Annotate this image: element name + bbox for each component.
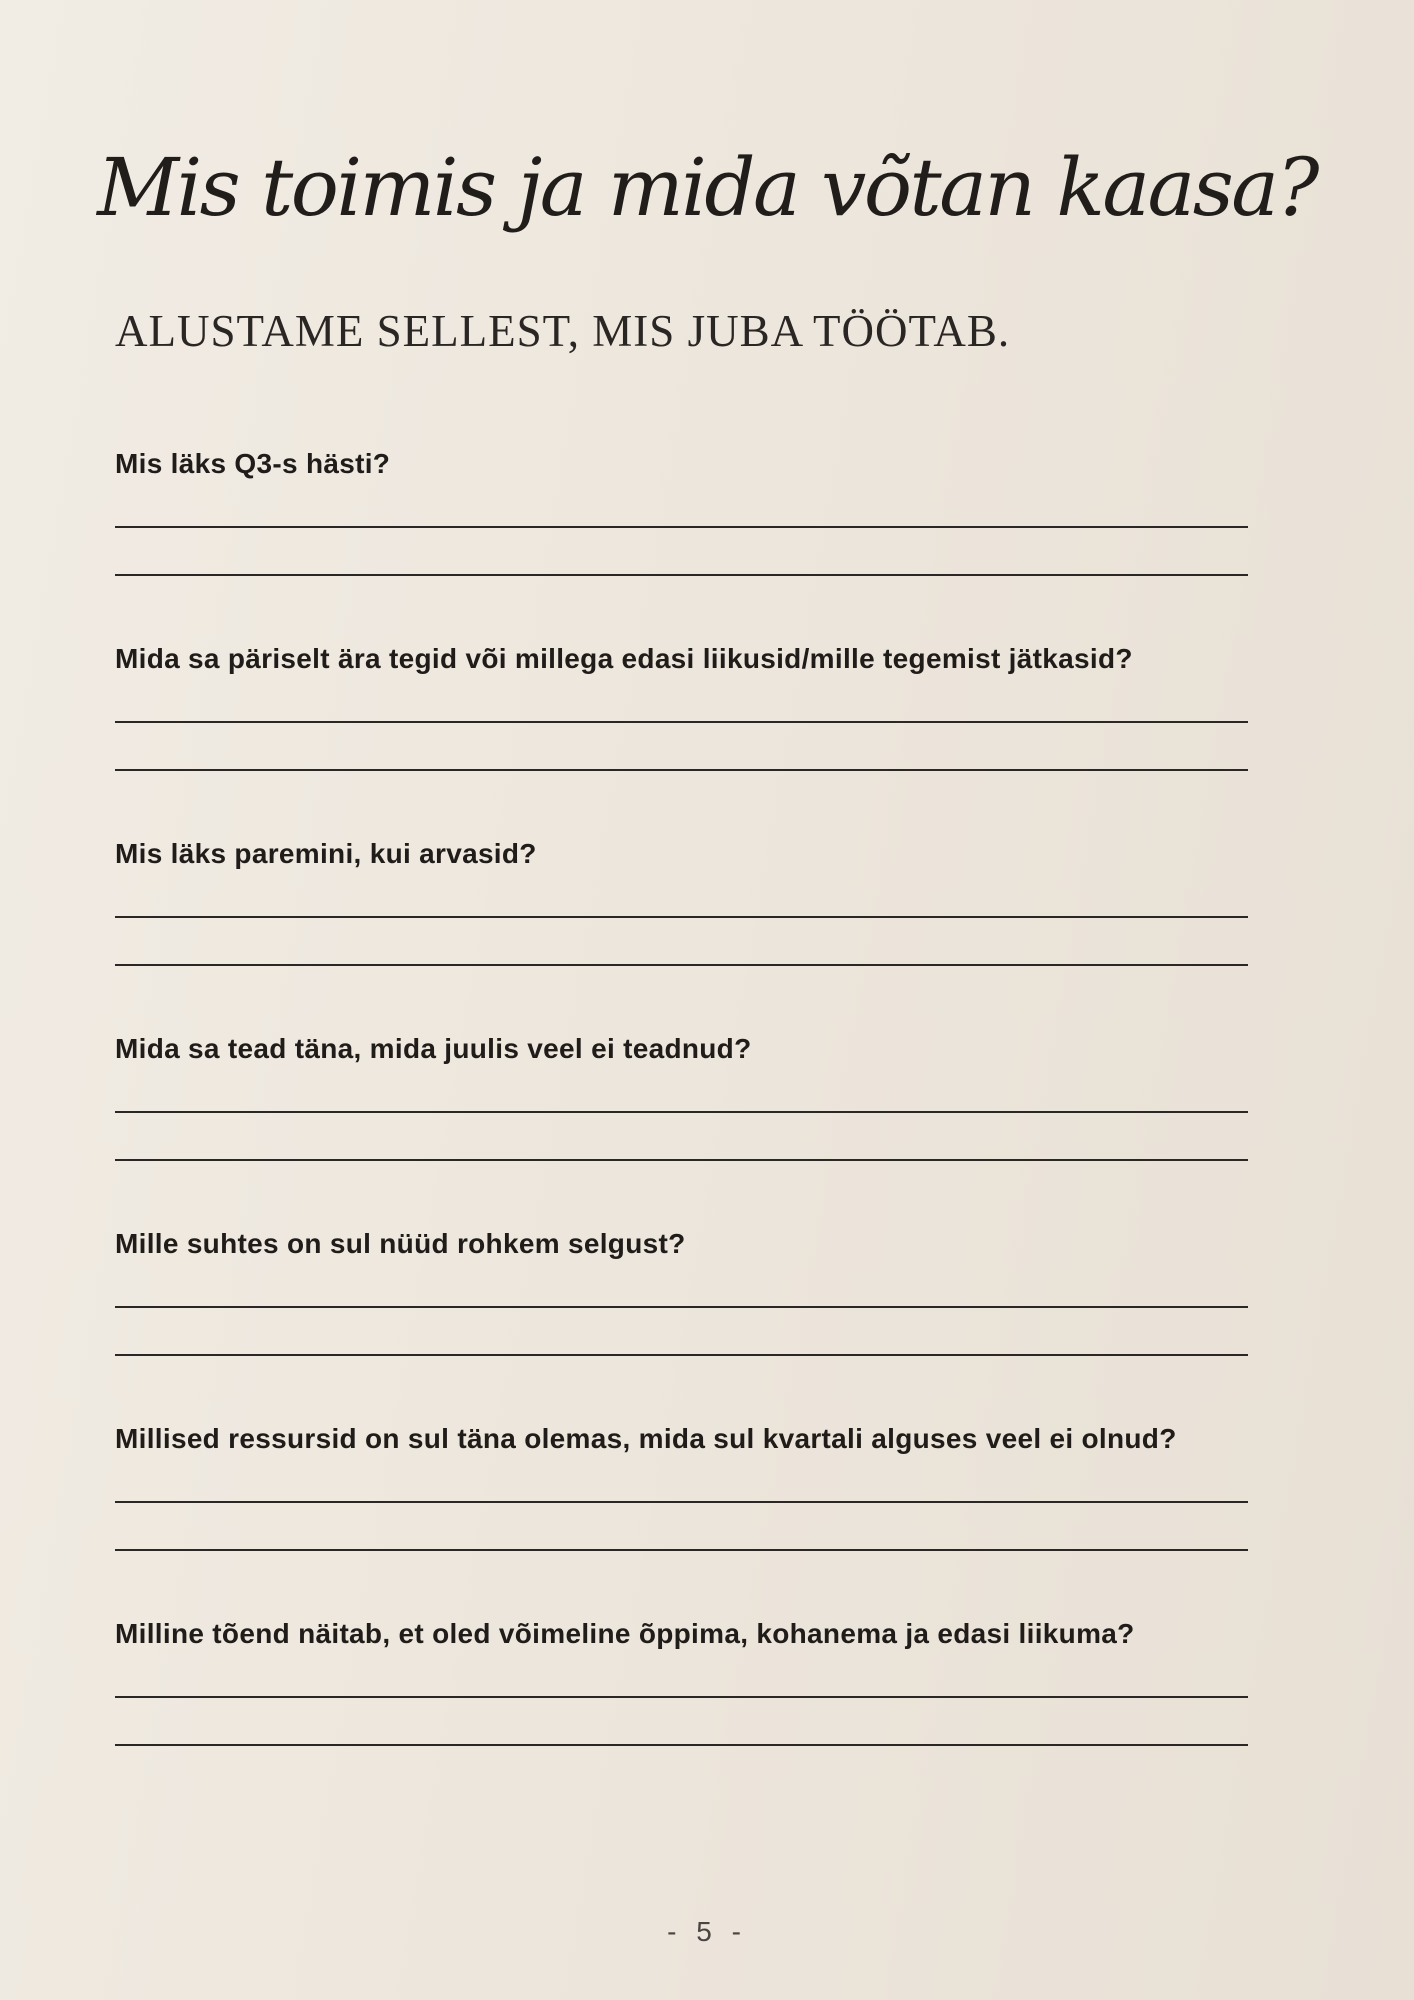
question-block [115,444,1248,639]
question-block [115,1029,1248,1224]
question-label: Mida sa tead täna, mida juulis veel ei teadnud? [115,1033,752,1064]
answer-line[interactable] [115,1306,1248,1308]
answer-line[interactable] [115,1501,1248,1503]
question-label: Mis läks Q3-s hästi? [115,448,391,479]
answer-line[interactable] [115,916,1248,918]
question-label: Mille suhtes on sul nüüd rohkem selgust? [115,1228,686,1259]
section-subtitle: ALUSTAME SELLEST, MIS JUBA TÖÖTAB. [115,306,1011,356]
question-label: Milline tõend näitab, et oled võimeline õppima, kohanema ja edasi liikuma? [115,1618,1135,1649]
answer-line[interactable] [115,1159,1248,1161]
question-label: Mida sa päriselt ära tegid või millega edasi liikusid/mille tegemist jätkasid? [115,643,1133,674]
answer-line[interactable] [115,1744,1248,1746]
answer-line[interactable] [115,1549,1248,1551]
question-label: Millised ressursid on sul täna olemas, mida sul kvartali alguses veel ei olnud? [115,1423,1177,1454]
answer-line[interactable] [115,1111,1248,1113]
answer-line[interactable] [115,526,1248,528]
page-title: Mis toimis ja mida võtan kaasa? [97,141,1317,234]
question-block [115,639,1248,834]
question-block [115,1419,1248,1614]
question-label: Mis läks paremini, kui arvasid? [115,838,537,869]
question-block [115,834,1248,1029]
question-list [115,444,1248,1809]
answer-line[interactable] [115,769,1248,771]
answer-line[interactable] [115,721,1248,723]
answer-line[interactable] [115,1696,1248,1698]
question-block [115,1614,1248,1809]
answer-line[interactable] [115,574,1248,576]
page-number: - 5 - [667,1916,747,1947]
answer-line[interactable] [115,1354,1248,1356]
question-block [115,1224,1248,1419]
answer-line[interactable] [115,964,1248,966]
